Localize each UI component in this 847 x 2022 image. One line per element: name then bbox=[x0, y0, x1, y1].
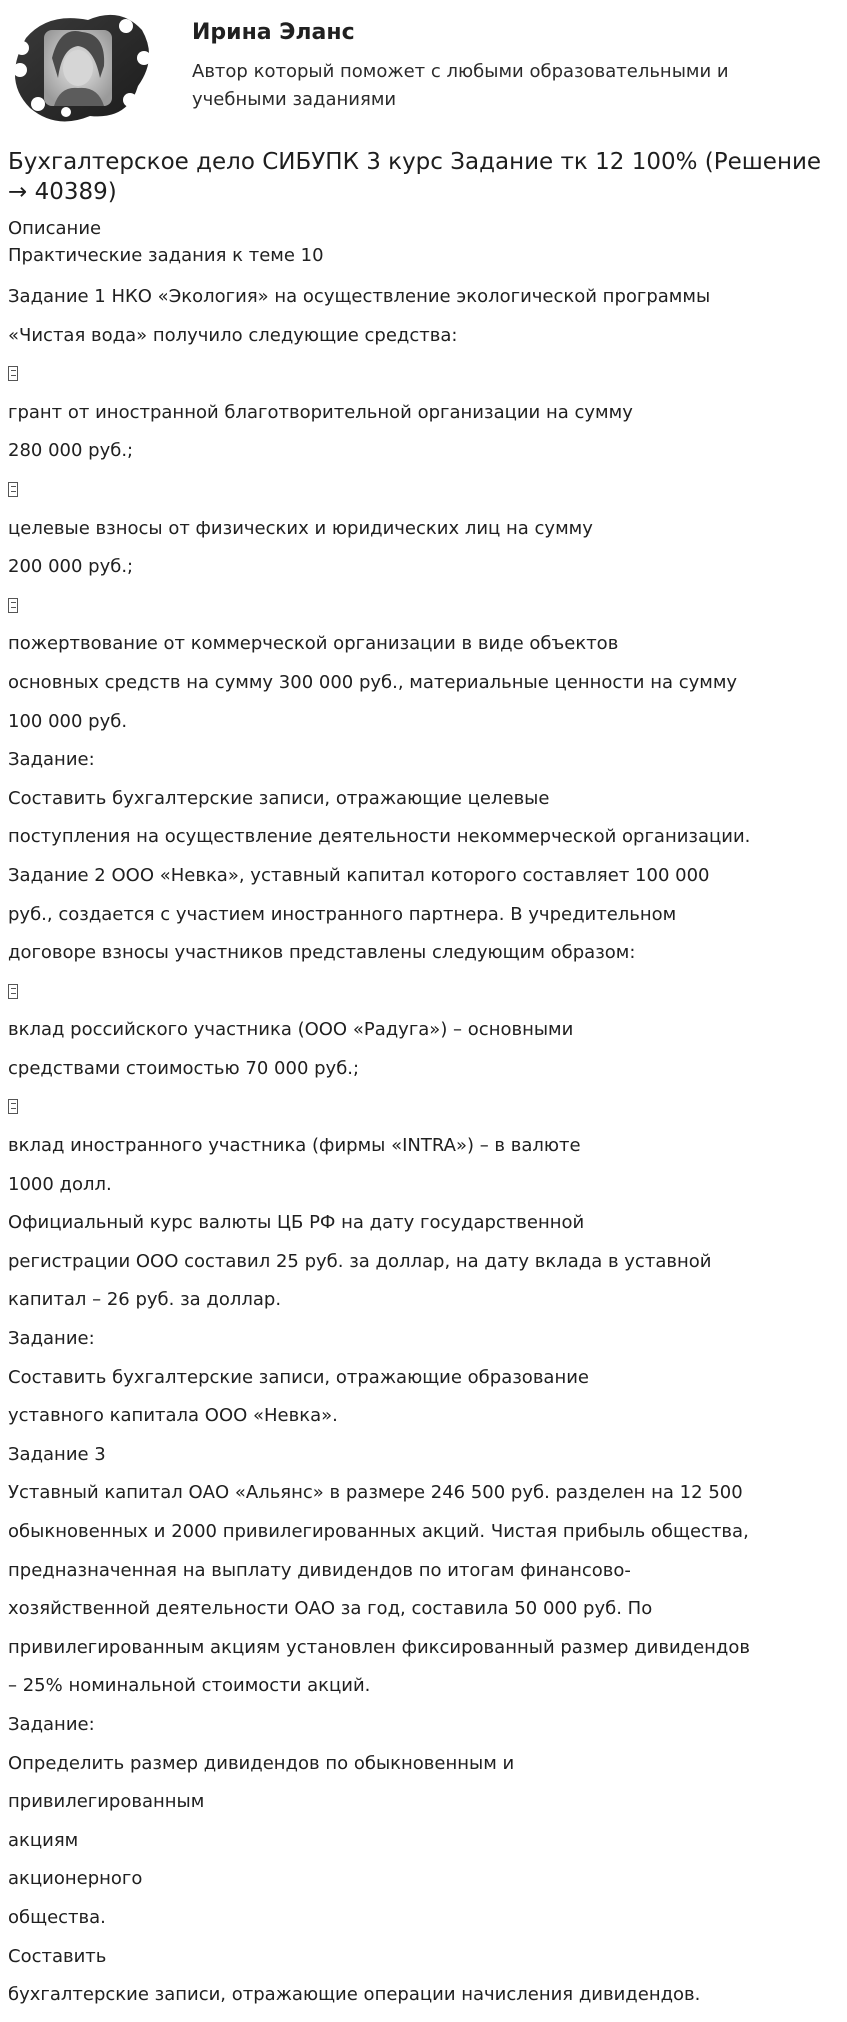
text-line: – 25% номинальной стоимости акций. bbox=[8, 1675, 371, 1697]
text-line bbox=[8, 973, 838, 1012]
text-line: регистрации ООО составил 25 руб. за доллар, на дату вклада в уставной bbox=[8, 1250, 712, 1272]
text-line: Задание: bbox=[8, 1328, 95, 1350]
text-line: Составить bbox=[8, 1945, 107, 1967]
page-title: Бухгалтерское дело СИБУПК 3 курс Задание тк 12 100% (Решение → 40389) bbox=[8, 149, 822, 205]
text-line: Официальный курс валюты ЦБ РФ на дату государственной bbox=[8, 1212, 585, 1234]
text-line: хозяйственной деятельности ОАО за год, составила 50 000 руб. По bbox=[8, 1598, 653, 1620]
text-line: 1000 долл. bbox=[8, 1173, 112, 1195]
text-line: 100 000 руб. bbox=[8, 710, 128, 732]
text-line: «Чистая вода» получило следующие средства: bbox=[8, 324, 458, 346]
text-line: акциям bbox=[8, 1829, 79, 1851]
text-line: пожертвование от коммерческой организации в виде объектов bbox=[8, 633, 619, 655]
missing-glyph-icon bbox=[8, 984, 18, 999]
text-line: вклад российского участника (ООО «Радуга») – основными bbox=[8, 1019, 574, 1041]
text-line: средствами стоимостью 70 000 руб.; bbox=[8, 1057, 360, 1079]
text-line bbox=[8, 471, 838, 510]
text-line: акционерного bbox=[8, 1868, 143, 1890]
text-line: обыкновенных и 2000 привилегированных акций. Чистая прибыль общества, bbox=[8, 1521, 749, 1542]
text-line: общества. bbox=[8, 1906, 106, 1928]
missing-glyph-icon bbox=[8, 1099, 18, 1114]
author-card bbox=[8, 8, 838, 128]
avatar[interactable] bbox=[8, 8, 153, 126]
text-line: привилегированным bbox=[8, 1791, 205, 1813]
text-line: 200 000 руб.; bbox=[8, 556, 134, 578]
description-heading: Описание bbox=[8, 218, 102, 239]
text-line: Уставный капитал ОАО «Альянс» в размере 246 500 руб. разделен на 12 500 bbox=[8, 1482, 743, 1504]
author-name[interactable]: Ирина Эланс bbox=[192, 20, 355, 45]
text-line: Задание 1 НКО «Экология» на осуществление экологической программы bbox=[8, 286, 711, 307]
text-line bbox=[8, 587, 838, 626]
text-line: вклад иностранного участника (фирмы «INTRA») – в валюте bbox=[8, 1135, 581, 1157]
missing-glyph-icon bbox=[8, 598, 18, 613]
text-line: Задание 3 bbox=[8, 1443, 106, 1465]
text-line: Составить бухгалтерские записи, отражающие целевые bbox=[8, 787, 550, 809]
description-body bbox=[8, 244, 838, 2015]
text-line: 280 000 руб.; bbox=[8, 440, 134, 462]
text-line: капитал – 26 руб. за доллар. bbox=[8, 1289, 282, 1311]
missing-glyph-icon bbox=[8, 482, 18, 497]
missing-glyph-icon bbox=[8, 366, 18, 381]
text-line: привилегированным акциям установлен фиксированный размер дивидендов bbox=[8, 1636, 750, 1658]
text-line: предназначенная на выплату дивидендов по итогам финансово- bbox=[8, 1559, 631, 1581]
text-line: Практические задания к теме 10 bbox=[8, 245, 324, 266]
text-line: Определить размер дивидендов по обыкновенным и bbox=[8, 1752, 515, 1774]
text-line: Задание 2 ООО «Невка», уставный капитал которого составляет 100 000 bbox=[8, 864, 710, 886]
text-line: Задание: bbox=[8, 749, 95, 771]
text-line: целевые взносы от физических и юридических лиц на сумму bbox=[8, 517, 593, 539]
text-line: грант от иностранной благотворительной организации на сумму bbox=[8, 401, 633, 423]
text-line: основных средств на сумму 300 000 руб., материальные ценности на сумму bbox=[8, 671, 738, 693]
text-line: Составить бухгалтерские записи, отражающие образование bbox=[8, 1366, 590, 1388]
text-line: руб., создается с участием иностранного партнера. В учредительном bbox=[8, 903, 677, 925]
text-line bbox=[8, 355, 838, 394]
text-line: уставного капитала ООО «Невка». bbox=[8, 1405, 338, 1427]
text-line: Задание: bbox=[8, 1713, 95, 1735]
text-line: бухгалтерские записи, отражающие операции начисления дивидендов. bbox=[8, 1984, 701, 2006]
text-line: поступления на осуществление деятельности некоммерческой организации. bbox=[8, 826, 751, 848]
text-line: договоре взносы участников представлены следующим образом: bbox=[8, 942, 636, 964]
author-description: Автор который поможет с любыми образовательными и учебными заданиями bbox=[192, 61, 729, 110]
text-line bbox=[8, 1088, 838, 1127]
